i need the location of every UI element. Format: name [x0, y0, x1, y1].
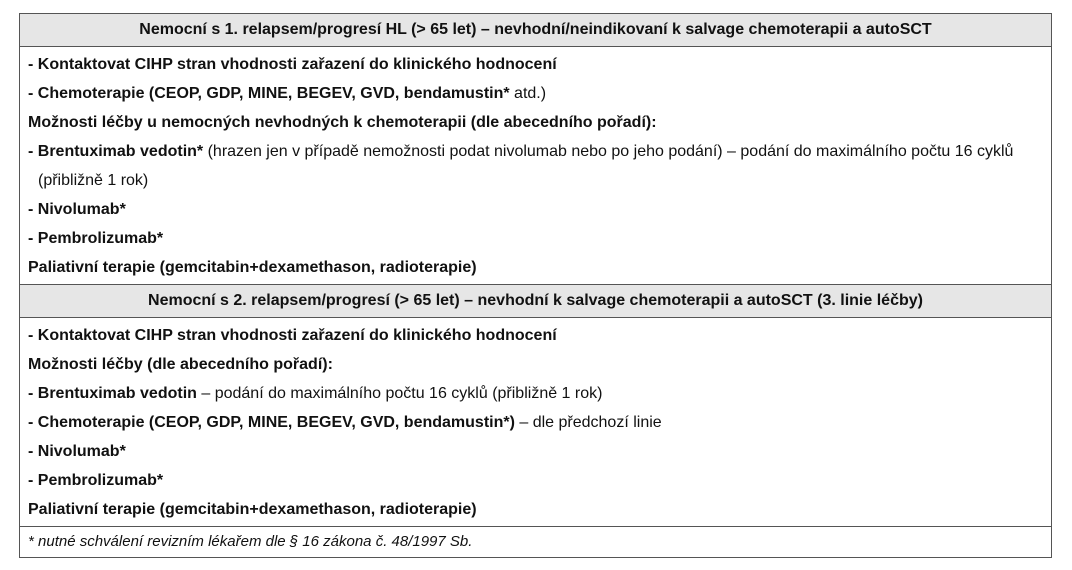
- section1-row-chemotherapy: [28, 79, 1043, 108]
- section1-row-contact: - Kontaktovat CIHP stran vhodnosti zařazení do klinického hodnocení: [28, 56, 557, 73]
- section2-row-options: Možnosti léčby (dle abecedního pořadí):: [28, 356, 333, 373]
- section2-row-chemotherapy: [28, 408, 1043, 437]
- section2-row-chemotherapy-bold: - Chemoterapie (CEOP, GDP, MINE, BEGEV, GVD, bendamustin*): [28, 414, 515, 431]
- section1-row-pembrolizumab: - Pembrolizumab*: [28, 230, 164, 247]
- section2-row-chemotherapy-rest: – dle předchozí linie: [514, 414, 662, 431]
- section2-row-brentuximab: [28, 379, 1043, 408]
- section2-header: Nemocní s 2. relapsem/progresí (> 65 let) – nevhodní k salvage chemoterapii a autoSCT (3. linie léčby): [20, 284, 1051, 318]
- section2-row-brentuximab-bold: - Brentuximab vedotin: [28, 385, 197, 402]
- section1-row-brentuximab-rest: (hrazen jen v případě nemožnosti podat nivolumab nebo po jeho podání) – podání do maximálního počtu 16 cyklů (přibližně 1 rok): [38, 143, 1014, 189]
- section1-row-chemotherapy-bold: - Chemoterapie (CEOP, GDP, MINE, BEGEV, GVD, bendamustin*: [28, 85, 510, 102]
- footnote: * nutné schválení revizním lékařem dle § 16 zákona č. 48/1997 Sb.: [20, 526, 1051, 557]
- section1-row-nivolumab: - Nivolumab*: [28, 201, 126, 218]
- treatment-table: [19, 13, 1052, 558]
- section1-row-options: Možnosti léčby u nemocných nevhodných k chemoterapii (dle abecedního pořadí):: [28, 114, 657, 131]
- section2-row-pembrolizumab: - Pembrolizumab*: [28, 472, 164, 489]
- section1-header: Nemocní s 1. relapsem/progresí HL (> 65 let) – nevhodní/neindikovaní k salvage chemoterapii a autoSCT: [20, 14, 1051, 47]
- section1-row-chemotherapy-rest: atd.): [509, 85, 547, 102]
- section1-row-brentuximab: [28, 137, 1043, 195]
- section2-row-nivolumab: - Nivolumab*: [28, 443, 126, 460]
- section1-body: [20, 47, 1051, 284]
- section2-row-brentuximab-rest: – podání do maximálního počtu 16 cyklů (přibližně 1 rok): [196, 385, 603, 402]
- section1-row-palliative: Paliativní terapie (gemcitabin+dexamethason, radioterapie): [28, 259, 477, 276]
- section2-row-palliative: Paliativní terapie (gemcitabin+dexamethason, radioterapie): [28, 501, 477, 518]
- section1-row-brentuximab-bold: - Brentuximab vedotin*: [28, 143, 204, 160]
- section2-body: [20, 318, 1051, 526]
- section2-row-contact: - Kontaktovat CIHP stran vhodnosti zařazení do klinického hodnocení: [28, 327, 557, 344]
